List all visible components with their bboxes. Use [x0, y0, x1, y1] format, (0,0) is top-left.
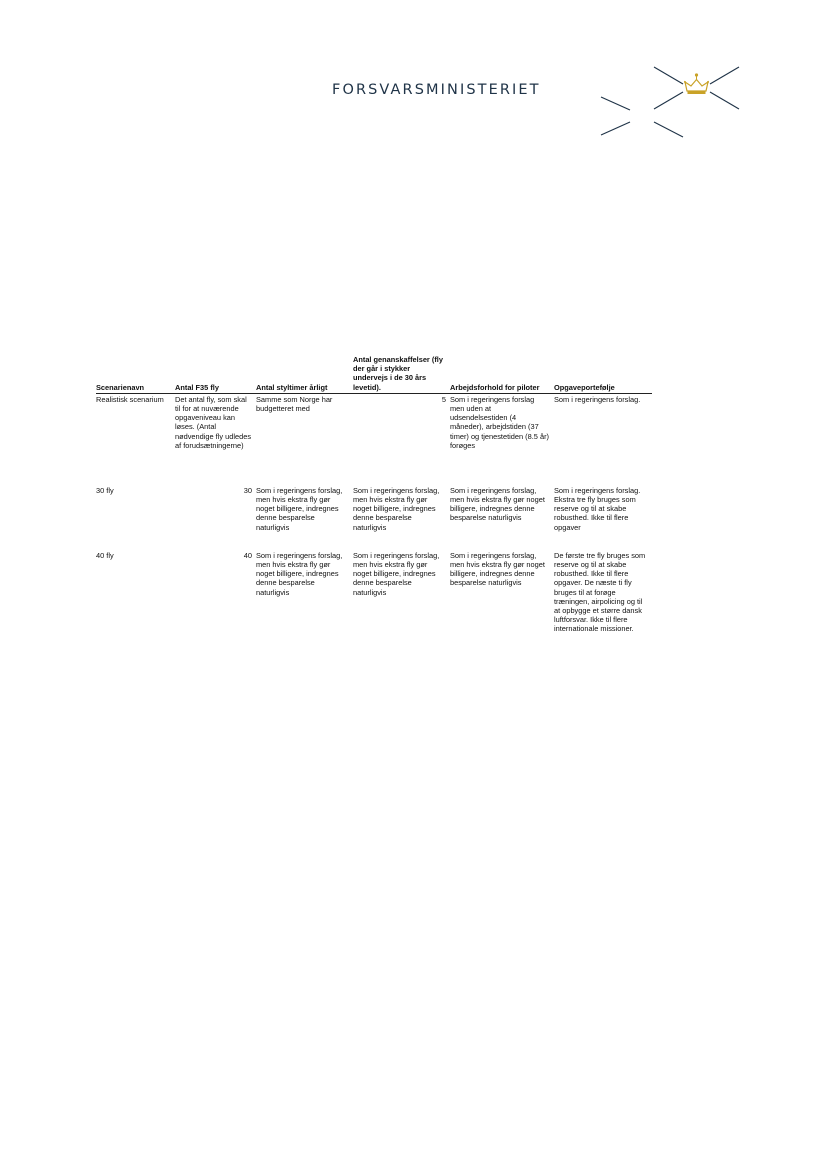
column-header: Antal F35 fly — [175, 355, 256, 393]
ministry-title: FORSVARSMINISTERIET — [332, 82, 541, 98]
aircraft-cell: Det antal fly, som skal til for at nuværende opgaveniveau kan løses. (Antal nødvendige fly udledes af forudsætningerne) — [175, 394, 252, 450]
flight-hours-cell: Samme som Norge har budgetteret med — [256, 394, 333, 414]
flight-hours-cell: Som i regeringens forslag, men hvis ekstra fly gør noget billigere, indregnes denne besparelse naturligvis — [256, 550, 343, 597]
pilot-conditions-cell: Som i regeringens forslag, men hvis ekstra fly gør noget billigere, indregnes denne besparelse naturligvis — [450, 550, 545, 588]
replacements-cell: Som i regeringens forslag, men hvis ekstra fly gør noget billigere, indregnes denne besparelse naturligvis — [353, 550, 440, 597]
table-row — [96, 550, 652, 634]
column-header: Antal genanskaffelser (fly der går i stykker undervejs i de 30 års levetid). — [353, 355, 450, 393]
aircraft-cell: 30 — [243, 485, 252, 495]
task-portfolio-cell: Som i regeringens forslag. Ekstra tre fly bruges som reserve og til at skabe robusthed. Ikke til flere opgaver — [554, 485, 641, 532]
task-portfolio-cell: Som i regeringens forslag. — [554, 394, 641, 404]
table-row — [96, 393, 652, 485]
pilot-conditions-cell: Som i regeringens forslag, men hvis ekstra fly gør noget billigere, indregnes denne besparelse naturligvis — [450, 485, 545, 523]
flight-hours-cell: Som i regeringens forslag, men hvis ekstra fly gør noget billigere, indregnes denne besparelse naturligvis — [256, 485, 343, 532]
replacements-cell: Som i regeringens forslag, men hvis ekstra fly gør noget billigere, indregnes denne besparelse naturligvis — [353, 485, 440, 532]
table-header-row — [96, 355, 652, 393]
scenario-cell: 40 fly — [96, 550, 114, 560]
scenario-cell: 30 fly — [96, 485, 114, 495]
scenario-cell: Realistisk scenarium — [96, 394, 164, 404]
column-header: Antal styltimer årligt — [256, 355, 353, 393]
column-header: Opgaveportefølje — [554, 355, 652, 393]
replacements-cell: 5 — [441, 394, 446, 404]
table-row — [96, 485, 652, 550]
column-header: Scenarienavn — [96, 355, 175, 393]
crown-cross-logo-icon — [598, 62, 743, 142]
column-header: Arbejdsforhold for piloter — [450, 355, 554, 393]
aircraft-cell: 40 — [243, 550, 252, 560]
task-portfolio-cell: De første tre fly bruges som reserve og til at skabe robusthed. Ikke til flere opgaver. De næste ti fly bruges til at forøge træningen, airpolicing og til at opbygge et større dansk luftforsvar. Ikke til flere internationale missioner. — [554, 550, 646, 634]
scenario-table — [96, 355, 652, 634]
pilot-conditions-cell: Som i regeringens forslag men uden at udsendelsestiden (4 måneder), arbejdstiden (37 timer) og tjenestetiden (8.5 år) forøges — [450, 394, 549, 450]
